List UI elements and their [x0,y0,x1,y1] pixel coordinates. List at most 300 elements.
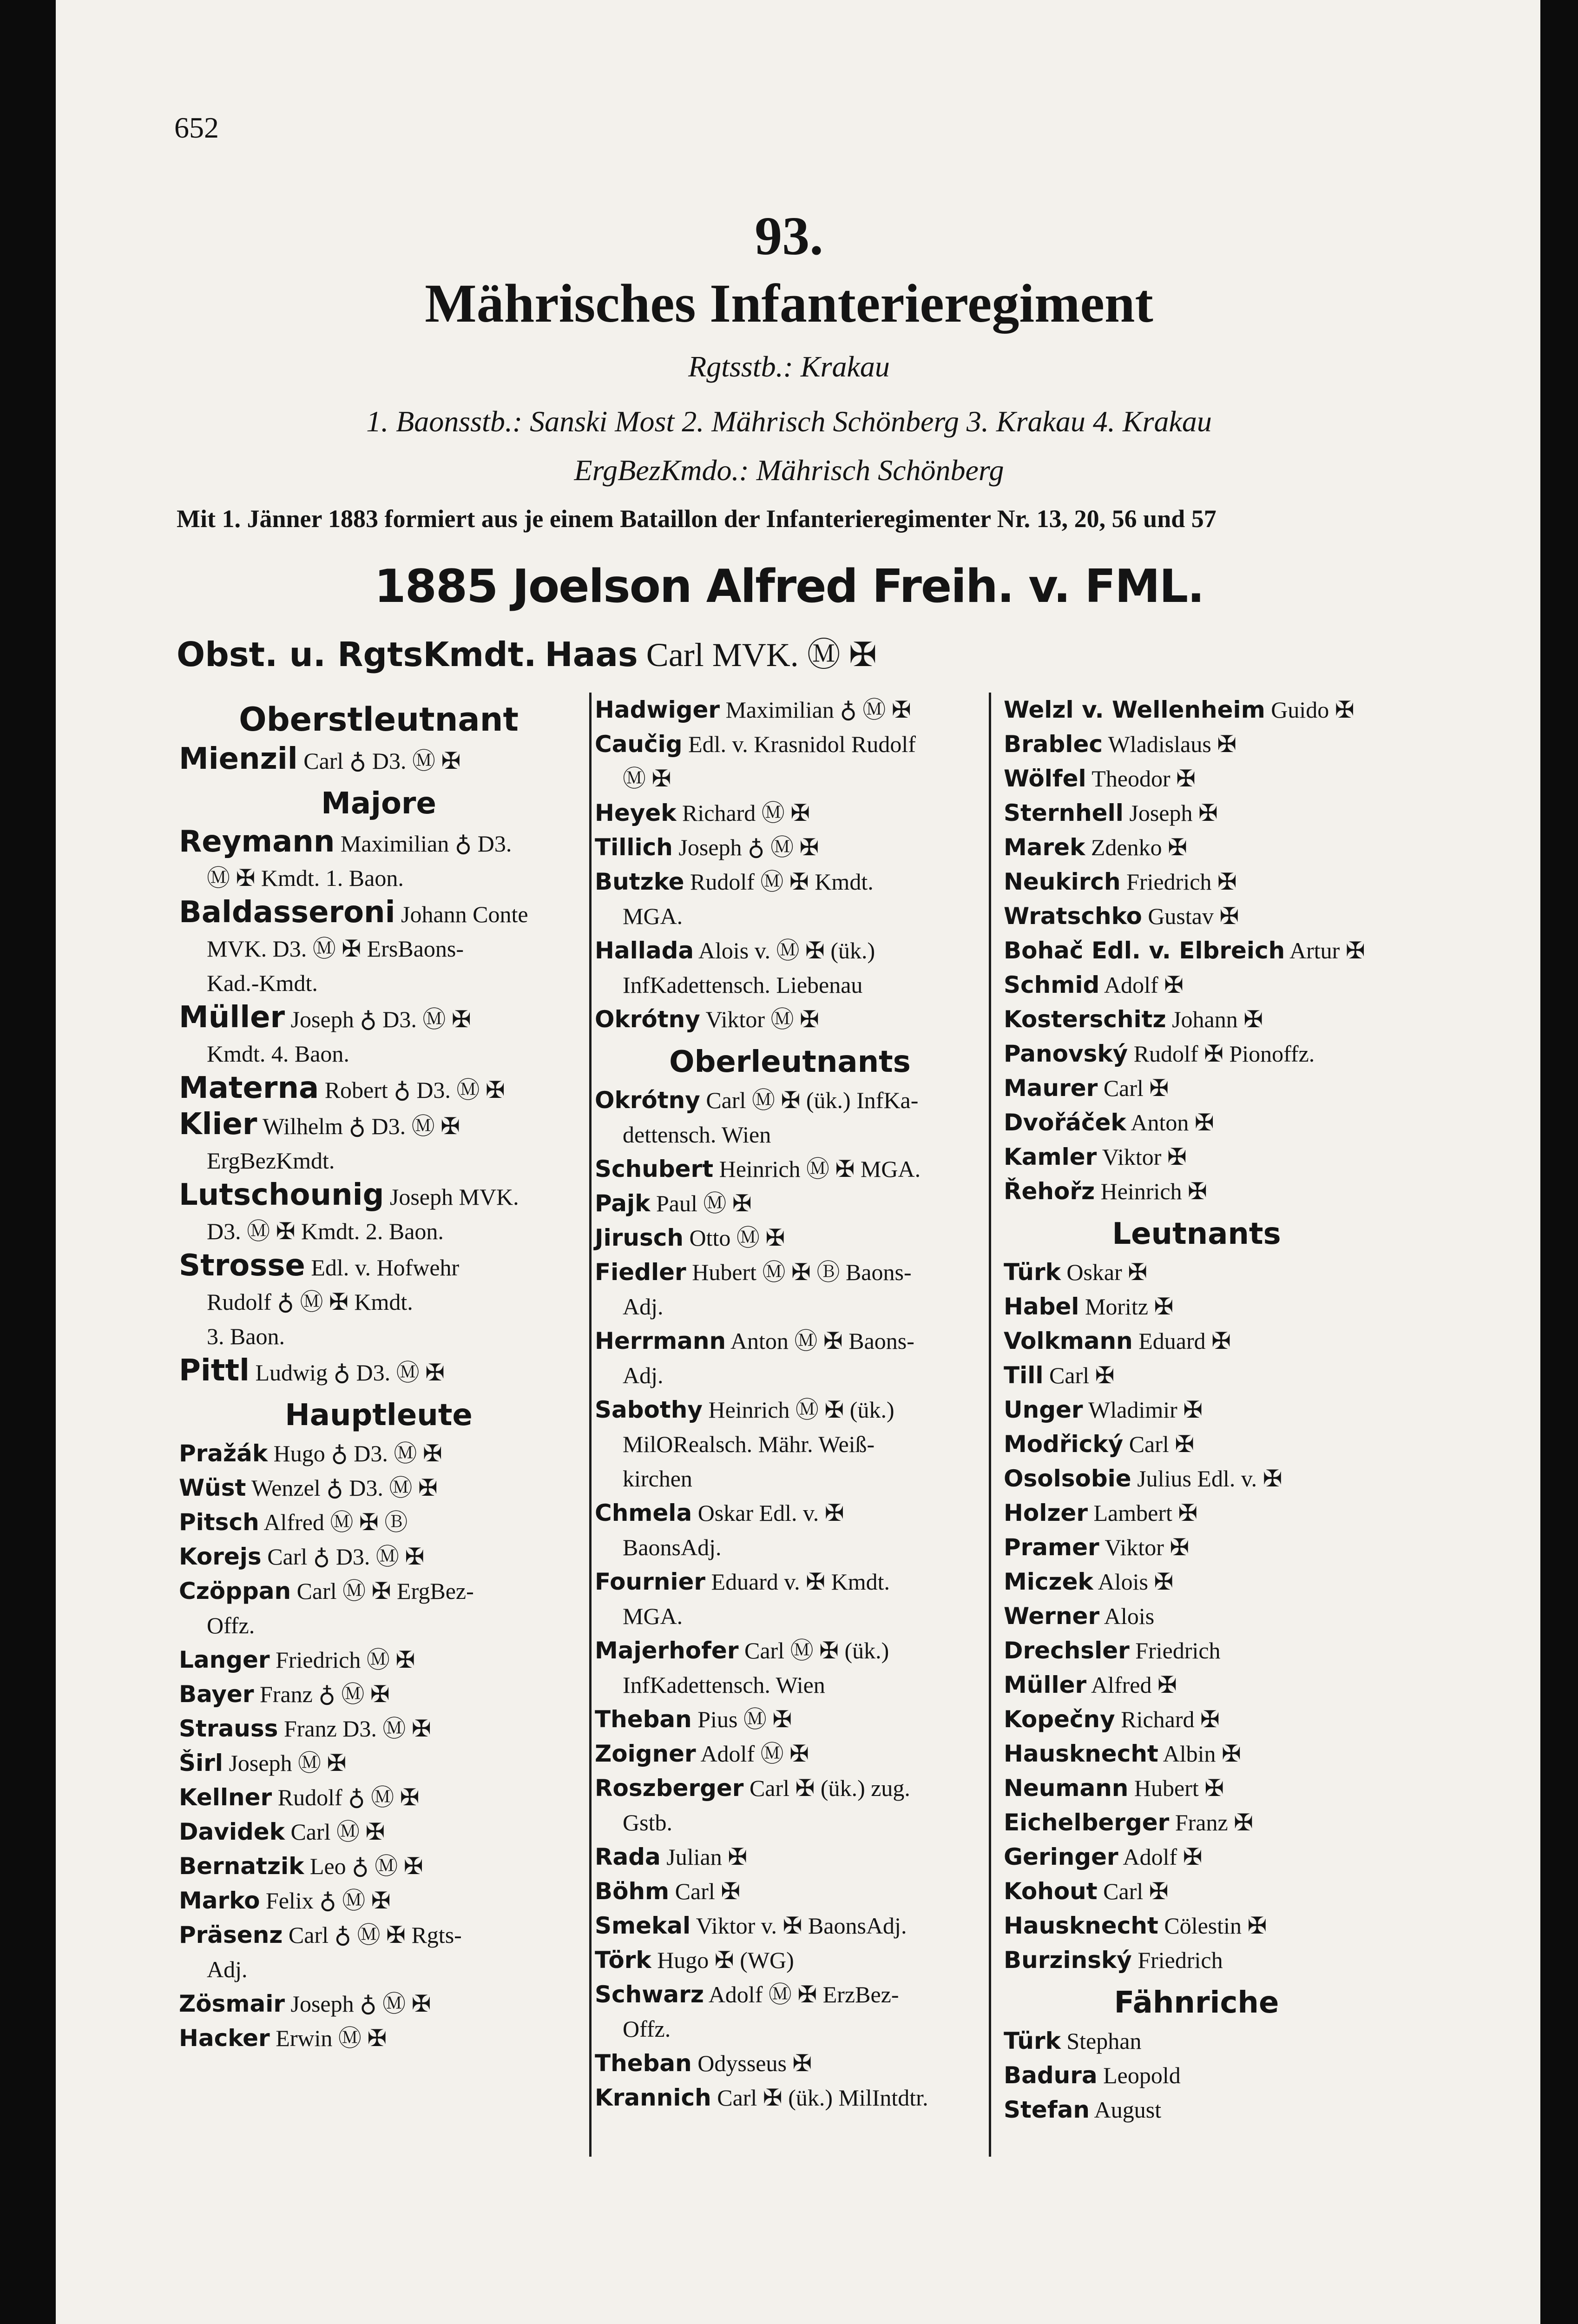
officer-details: Erwin Ⓜ ✠ [276,2025,387,2051]
roster-entry [179,1071,579,1107]
officer-surname: Czöppan [179,1578,291,1604]
officer-surname: Dvořáček [1004,1109,1126,1136]
officer-details: Moritz ✠ [1085,1294,1174,1320]
roster-entry [179,1883,579,1918]
officer-details: Adolf Ⓜ ✠ [700,1741,809,1767]
roster-entry [1004,1358,1389,1393]
officer-surname: Türk [1004,2027,1061,2054]
officer-details: Hugo ♁ D3. Ⓜ ✠ [273,1440,442,1466]
roster-entry [595,796,985,830]
staff-location: Rgtsstb.: Krakau [688,350,890,383]
roster-entry [1004,1496,1389,1530]
officer-surname: Majerhofer [595,1637,739,1664]
entry-continuation: ErgBezKmdt. [207,1148,335,1174]
officer-surname: Reymann [179,825,335,859]
officer-surname: Wölfel [1004,765,1086,792]
entry-continuation: InfKadettensch. Wien [623,1672,825,1698]
officer-details: Carl Ⓜ ✠ (ük.) InfKa- [706,1087,919,1113]
officer-surname: Kopečny [1004,1706,1115,1733]
roster-entry [595,1633,985,1668]
officer-details: Joseph Ⓜ ✠ [229,1750,347,1776]
officer-surname: Wratschko [1004,903,1142,930]
officer-details: Albin ✠ [1163,1741,1241,1767]
officer-details: Lambert ✠ [1093,1500,1198,1526]
officer-details: Otto Ⓜ ✠ [689,1225,785,1251]
roster-entry [1004,1943,1389,1977]
officer-details: Odysseus ✠ [697,2050,812,2076]
officer-details: Carl ✠ [1103,1075,1169,1101]
officer-details: Paul Ⓜ ✠ [656,1190,752,1216]
roster-entry [179,1815,579,1849]
officer-surname: Herrmann [595,1327,726,1354]
officer-details: Viktor Ⓜ ✠ [705,1006,819,1032]
entry-continuation: Adj. [623,1362,664,1388]
entry-continuation: Offz. [207,1612,255,1638]
officer-surname: Mienzil [179,742,298,776]
officer-surname: Neumann [1004,1775,1129,1802]
roster-entry [1004,1289,1389,1324]
officer-details: Carl Ⓜ ✠ (ük.) [744,1637,889,1664]
regiment-commander [177,627,877,676]
officer-surname: Širl [179,1750,223,1776]
commander-surname: Haas [545,635,638,674]
supplementary-district: ErgBezKmdo.: Mährisch Schönberg [574,454,1004,487]
officer-details: Maximilian ♁ Ⓜ ✠ [725,697,911,723]
officer-details: Hubert Ⓜ ✠ Ⓑ Baons- [692,1259,912,1285]
roster-entry [179,895,579,931]
entry-continuation: Rudolf ♁ Ⓜ ✠ Kmdt. [207,1289,413,1315]
roster-entry [179,1780,579,1815]
officer-details: Oskar ✠ [1066,1259,1148,1285]
officer-surname: Hausknecht [1004,1912,1158,1939]
roster-entry [595,2080,985,2115]
officer-details: Viktor ✠ [1105,1534,1190,1560]
roster-entry [595,1702,985,1736]
officer-surname: Heyek [595,799,677,826]
roster-entry [1004,1702,1389,1736]
officer-details: Pius Ⓜ ✠ [697,1706,792,1732]
roster-column-2 [595,693,985,2115]
officer-surname: Lutschounig [179,1178,384,1212]
officer-details: Franz ♁ Ⓜ ✠ [259,1681,390,1707]
officer-details: Leopold [1103,2062,1181,2088]
roster-entry [179,1677,579,1711]
officer-surname: Krannich [595,2084,711,2111]
roster-entry [1004,1530,1389,1565]
officer-surname: Strauss [179,1715,278,1742]
officer-details: Franz D3. Ⓜ ✠ [283,1716,431,1742]
officer-surname: Kellner [179,1784,272,1811]
officer-surname: Pittl [179,1353,250,1388]
officer-details: Hugo ✠ (WG) [657,1947,794,1973]
officer-surname: Caučig [595,731,683,758]
officer-details: Robert ♁ D3. Ⓜ ✠ [324,1077,505,1103]
roster-entry [595,1908,985,1943]
regiment-title: Mährisches Infanterieregiment [425,273,1153,334]
officer-surname: Baldasseroni [179,895,395,930]
officer-details: Edl. v. Hofwehr [311,1254,460,1281]
officer-surname: Marko [179,1887,260,1914]
roster-entry [179,1574,579,1608]
officer-details: Leo ♁ Ⓜ ✠ [309,1853,423,1879]
officer-surname: Törk [595,1947,651,1974]
roster-entry [595,2046,985,2080]
roster-entry [1004,1255,1389,1289]
officer-surname: Pajk [595,1190,651,1217]
officer-surname: Kosterschitz [1004,1006,1166,1033]
officer-surname: Davidek [179,1818,285,1845]
entry-continuation: Gstb. [623,1809,672,1835]
officer-details: Felix ♁ Ⓜ ✠ [265,1888,391,1914]
officer-details: Viktor v. ✠ BaonsAdj. [696,1913,907,1939]
roster-entry [595,1083,985,1117]
officer-details: Johann ✠ [1172,1006,1263,1032]
roster-entry [1004,761,1389,796]
entry-continuation: Offz. [623,2016,671,2042]
roster-entry [179,742,579,778]
entry-continuation: MilORealsch. Mähr. Weiß- [623,1431,875,1457]
officer-surname: Müller [1004,1671,1087,1698]
roster-entry [1004,796,1389,830]
officer-details: Ludwig ♁ D3. Ⓜ ✠ [255,1360,445,1386]
roster-entry [1004,1771,1389,1805]
roster-column-3 [1004,693,1389,2127]
commander-details: Carl MVK. Ⓜ ✠ [646,636,877,673]
officer-surname: Schubert [595,1155,714,1182]
officer-details: Anton ✠ [1131,1109,1214,1136]
officer-details: Cölestin ✠ [1164,1913,1267,1939]
officer-surname: Okrótny [595,1087,700,1114]
officer-details: Artur ✠ [1289,938,1365,964]
roster-entry [595,727,985,761]
roster-entry [179,1178,579,1214]
entry-continuation: Kad.-Kmdt. [207,970,318,996]
officer-surname: Burzinský [1004,1947,1132,1974]
officer-details: Carl ♁ D3. Ⓜ ✠ [303,748,461,774]
officer-details: Oskar Edl. v. ✠ [697,1500,844,1526]
officer-surname: Badura [1004,2062,1098,2089]
officer-surname: Eichelberger [1004,1809,1170,1836]
entry-continuation: MGA. [623,903,683,929]
officer-surname: Materna [179,1071,319,1105]
roster-entry [179,1107,579,1143]
officer-surname: Schwarz [595,1981,704,2008]
roster-column-1 [179,693,579,2055]
roster-entry [1004,1174,1389,1208]
officer-details: Alfred Ⓜ ✠ Ⓑ [263,1509,408,1535]
roster-entry [1004,1840,1389,1874]
entry-continuation: Adj. [623,1294,664,1320]
officer-surname: Volkmann [1004,1327,1133,1354]
officer-surname: Marek [1004,834,1085,861]
officer-details: Carl ✠ [1103,1878,1169,1904]
roster-entry [179,1849,579,1883]
battalion-locations: 1. Baonsstb.: Sanski Most 2. Mährisch Schönberg 3. Krakau 4. Krakau [366,405,1212,438]
entry-continuation: Ⓜ ✠ Kmdt. 1. Baon. [207,865,404,891]
officer-surname: Modřický [1004,1431,1124,1458]
officer-details: Eduard v. ✠ Kmdt. [711,1569,890,1595]
officer-surname: Fournier [595,1568,706,1595]
roster-entry [1004,2058,1389,2093]
roster-entry [595,1840,985,1874]
officer-details: Carl ✠ [1129,1431,1195,1457]
officer-details: Joseph ♁ Ⓜ ✠ [290,1991,431,2017]
roster-entry [1004,1874,1389,1908]
officer-details: Guido ✠ [1271,697,1354,723]
roster-entry [179,1353,579,1390]
column-divider-right [989,693,991,2157]
commander-label: Obst. u. RgtsKmdt. [177,635,537,674]
officer-surname: Theban [595,1706,692,1733]
officer-surname: Präsenz [179,1921,283,1948]
officer-surname: Bayer [179,1681,254,1708]
roster-entry [179,1918,579,1952]
officer-surname: Hausknecht [1004,1740,1158,1767]
entry-continuation: Ⓜ ✠ [623,766,671,792]
officer-surname: Miczek [1004,1568,1093,1595]
column-divider-left [589,693,592,2157]
officer-details: Carl ♁ Ⓜ ✠ Rgts- [288,1922,462,1948]
roster-entry [595,865,985,899]
section-heading: Majore [321,786,436,821]
officer-surname: Řehořz [1004,1178,1095,1205]
section-heading: Hauptleute [285,1398,473,1433]
roster-entry [1004,1071,1389,1105]
roster-entry [1004,1037,1389,1071]
officer-details: Friedrich [1137,1947,1223,1973]
roster-entry [1004,727,1389,761]
roster-entry [595,1565,985,1599]
section-heading: Fähnriche [1114,1986,1279,2020]
officer-details: Richard Ⓜ ✠ [682,800,810,826]
roster-entry [179,1436,579,1471]
roster-entry [595,1186,985,1221]
officer-surname: Theban [595,2050,692,2077]
officer-surname: Butzke [595,868,684,895]
roster-entry [595,1874,985,1908]
officer-surname: Tillich [595,834,673,861]
officer-surname: Werner [1004,1603,1100,1630]
officer-details: Wilhelm ♁ D3. Ⓜ ✠ [263,1113,460,1139]
officer-details: Viktor ✠ [1102,1144,1187,1170]
officer-details: Maximilian ♁ D3. [340,831,512,857]
officer-surname: Welzl v. Wellenheim [1004,696,1265,723]
officer-surname: Chmela [595,1499,692,1526]
officer-details: Stephan [1066,2028,1142,2054]
officer-details: Julius Edl. v. ✠ [1137,1466,1282,1492]
entry-continuation: MGA. [623,1603,683,1629]
entry-continuation: 3. Baon. [207,1323,285,1349]
section-heading: Leutnants [1112,1217,1281,1251]
roster-entry [1004,1633,1389,1668]
officer-details: Carl Ⓜ ✠ ErgBez- [296,1578,474,1604]
officer-details: Anton Ⓜ ✠ Baons- [730,1328,914,1354]
officer-surname: Panovský [1004,1040,1128,1067]
formation-note: Mit 1. Jänner 1883 formiert aus je einem Bataillon der Infanterieregimenter Nr. 13, 20, 56 und 57 [177,505,1216,533]
officer-surname: Osolsobie [1004,1465,1131,1492]
officer-surname: Bernatzik [179,1853,304,1880]
roster-entry [595,1324,985,1358]
roster-entry [179,1248,579,1285]
officer-surname: Stefan [1004,2096,1090,2123]
officer-surname: Smekal [595,1912,691,1939]
officer-surname: Kohout [1004,1878,1098,1905]
officer-surname: Okrótny [595,1006,700,1033]
roster-entry [595,1771,985,1805]
entry-continuation: InfKadettensch. Liebenau [623,972,863,998]
officer-surname: Klier [179,1107,257,1142]
officer-surname: Wüst [179,1474,246,1501]
roster-entry [179,1987,579,2021]
roster-entry [179,1471,579,1505]
roster-entry [179,1711,579,1746]
officer-surname: Roszberger [595,1775,744,1802]
roster-entry [1004,865,1389,899]
officer-details: Edl. v. Krasnidol Rudolf [688,731,916,757]
officer-surname: Sabothy [595,1396,703,1423]
officer-surname: Langer [179,1646,270,1673]
roster-entry [179,825,579,861]
roster-entry [1004,2024,1389,2058]
roster-entry [595,1255,985,1289]
entry-continuation: Kmdt. 4. Baon. [207,1041,349,1067]
officer-surname: Hadwiger [595,696,720,723]
roster-entry [1004,1393,1389,1427]
entry-continuation: dettensch. Wien [623,1122,771,1148]
roster-entry [179,2021,579,2055]
roster-entry [595,1943,985,1977]
officer-surname: Holzer [1004,1499,1088,1526]
roster-entry [1004,1565,1389,1599]
roster-entry [595,1221,985,1255]
roster-entry [595,1496,985,1530]
officer-details: Wladimir ✠ [1088,1397,1203,1423]
roster-entry [1004,830,1389,865]
regiment-number: 93. [755,205,823,266]
officer-surname: Pramer [1004,1534,1099,1561]
roster-entry [1004,1105,1389,1140]
officer-details: Heinrich Ⓜ ✠ (ük.) [708,1397,894,1423]
officer-details: Richard ✠ [1121,1706,1220,1732]
officer-details: Carl ♁ D3. Ⓜ ✠ [267,1544,425,1570]
roster-entry [1004,1908,1389,1943]
officer-details: Adolf ✠ [1104,972,1184,998]
officer-details: Eduard ✠ [1138,1328,1231,1354]
roster-entry [1004,1427,1389,1461]
officer-details: Adolf ✠ [1123,1844,1203,1870]
entry-continuation: MVK. D3. Ⓜ ✠ ErsBaons- [207,936,464,962]
roster-entry [595,1152,985,1186]
officer-details: Alois v. Ⓜ ✠ (ük.) [698,938,875,964]
roster-entry [1004,1324,1389,1358]
roster-entry [1004,1805,1389,1840]
officer-details: Franz ✠ [1175,1809,1254,1835]
section-heading: Oberleutnants [669,1045,911,1079]
officer-details: Wladislaus ✠ [1108,731,1237,757]
roster-entry [1004,1461,1389,1496]
officer-surname: Pitsch [179,1509,259,1536]
officer-details: Carl Ⓜ ✠ [290,1819,385,1845]
officer-details: Rudolf ♁ Ⓜ ✠ [277,1784,420,1810]
officer-surname: Kamler [1004,1143,1097,1170]
roster-entry [1004,1002,1389,1037]
roster-entry [1004,1668,1389,1702]
officer-details: Heinrich Ⓜ ✠ MGA. [719,1156,921,1182]
officer-surname: Strosse [179,1248,305,1283]
roster-entry [595,693,985,727]
officer-surname: Rada [595,1843,661,1870]
officer-surname: Böhm [595,1878,670,1905]
officer-details: Friedrich [1135,1637,1221,1664]
section-heading: Oberstleutnant [239,700,519,739]
officer-details: Friedrich Ⓜ ✠ [276,1647,415,1673]
officer-details: Hubert ✠ [1134,1775,1224,1801]
roster-entry [595,1977,985,2012]
officer-surname: Türk [1004,1259,1061,1286]
roster-entry [179,1539,579,1574]
officer-details: Carl ✠ [1049,1362,1115,1388]
officer-details: Carl ✠ (ük.) MilIntdtr. [717,2085,928,2111]
officer-surname: Geringer [1004,1843,1118,1870]
roster-entry [179,1505,579,1539]
roster-entry [1004,1599,1389,1633]
officer-surname: Till [1004,1362,1044,1389]
officer-details: Carl ✠ [675,1878,741,1904]
officer-surname: Schmid [1004,971,1100,998]
regiment-owner: 1885 Joelson Alfred Freih. v. FML. [374,560,1204,613]
officer-details: Alois ✠ [1098,1569,1174,1595]
roster-entry [1004,933,1389,968]
officer-surname: Sternhell [1004,799,1124,826]
officer-details: Alfred ✠ [1091,1672,1177,1698]
roster-entry [1004,899,1389,933]
officer-details: Julian ✠ [666,1844,748,1870]
roster-entry [595,1393,985,1427]
officer-surname: Fiedler [595,1259,686,1286]
roster-entry [1004,968,1389,1002]
roster-entry [595,933,985,968]
roster-entry [595,830,985,865]
officer-details: Rudolf Ⓜ ✠ Kmdt. [690,869,874,895]
officer-details: Adolf Ⓜ ✠ ErzBez- [708,1981,899,2007]
roster-entry [179,1746,579,1780]
officer-surname: Zösmair [179,1990,285,2017]
officer-details: Joseph MVK. [389,1184,519,1210]
officer-surname: Zoigner [595,1740,696,1767]
officer-details: Johann Conte [401,901,528,927]
officer-details: Rudolf ✠ Pionoffz. [1133,1041,1315,1067]
officer-surname: Neukirch [1004,868,1121,895]
roster-entry [1004,1736,1389,1771]
entry-continuation: Adj. [207,1956,248,1982]
officer-surname: Unger [1004,1396,1083,1423]
officer-surname: Hacker [179,2025,270,2052]
roster-entry [595,1002,985,1037]
officer-surname: Maurer [1004,1075,1098,1102]
page-number: 652 [174,111,219,144]
officer-surname: Müller [179,1000,285,1035]
officer-details: Zdenko ✠ [1091,834,1187,860]
roster-entry [179,1643,579,1677]
officer-details: Heinrich ✠ [1100,1178,1207,1204]
officer-surname: Jirusch [595,1224,684,1251]
entry-continuation: D3. Ⓜ ✠ Kmdt. 2. Baon. [207,1218,444,1244]
roster-entry [179,1000,579,1037]
roster-entry [1004,1140,1389,1174]
officer-details: Friedrich ✠ [1126,869,1237,895]
officer-details: Joseph ♁ D3. Ⓜ ✠ [290,1006,471,1032]
officer-details: Theodor ✠ [1091,766,1196,792]
